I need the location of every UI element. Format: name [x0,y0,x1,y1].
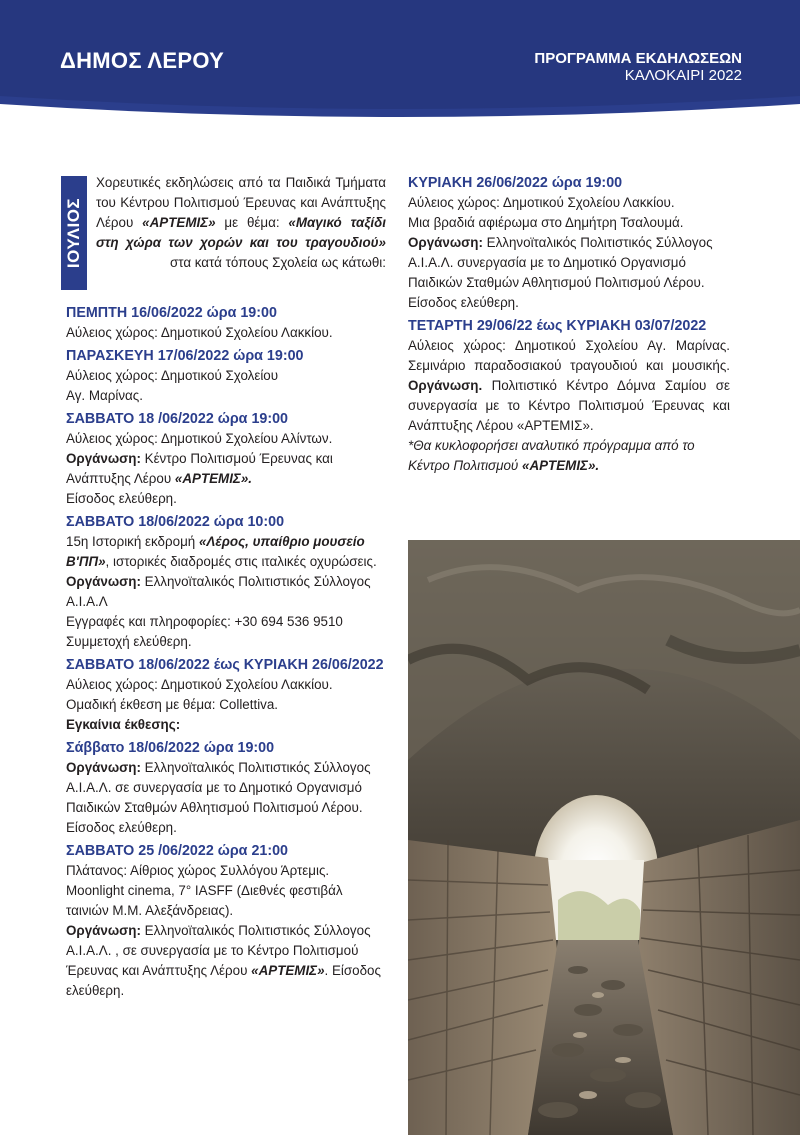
tunnel-image [408,540,800,1135]
event-location: Αγ. Μαρίνας. [66,388,143,403]
event-entry: Είσοδος ελεύθερη. [66,820,177,835]
tunnel-photo [408,540,800,1135]
events-left-column [66,303,388,1004]
event-item [66,346,388,406]
intro-text: Χορευτικές εκδηλώσεις από τα Παιδικά Τμήματα του Κέντρου Πολιτισμού Έρευνας και Ανάπτυξης Λέρου [96,175,386,230]
intro-text: με θέμα: [215,215,289,230]
organization-label: Οργάνωση: [66,923,141,938]
event-title: ΚΥΡΙΑΚΗ 26/06/2022 ώρα 19:00 [408,175,623,191]
organizer-text: Πολιτιστικό Κέντρο Δόμνα Σαμίου σε συνεργασία με το Κέντρο Πολιτισμού Έρευνας και Ανάπτυξης Λέρου «ΑΡΤΕΜΙΣ». [408,378,730,433]
event-note [408,436,730,476]
event-organizer [66,758,388,818]
organizer-text: Ελληνοϊταλικός Πολιτιστικός Σύλλογος Α.Ι.Α.Λ. , σε συνεργασία με το Κέντρο Πολιτισμού Έρευνας και Ανάπτυξης Λέρου [66,923,371,978]
event-organizer [66,921,388,1001]
event-title: ΣΑΒΒΑΤΟ 18 /06/2022 ώρα 19:00 [66,411,289,427]
event-item [408,316,730,476]
month-label: ΙΟΥΛΙΟΣ [64,197,83,269]
organization-label: Οργάνωση: [408,235,483,250]
event-item [66,738,388,838]
organizer-text: Κέντρο Πολιτισμού Έρευνας και Ανάπτυξης Λέρου [66,451,333,486]
event-organizer [408,233,730,313]
event-location: Αύλειος χώρος: Δημοτικού Σχολείου Λακκίου. [66,677,333,692]
events-right-column [408,173,730,479]
program-title-main: ΠΡΟΓΡΑΜΜΑ ΕΚΔΗΛΩΣΕΩΝ [534,50,742,67]
organizer-name: «ΑΡΤΕΜΙΣ». [174,471,252,486]
event-description [66,532,388,572]
month-tab [61,176,87,290]
event-item [66,409,388,509]
event-organizer [66,572,388,612]
description-text: , ιστορικές διαδρομές στις ιταλικές οχυρώσεις. [105,554,377,569]
event-item [66,655,388,735]
event-title: ΣΑΒΒΑΤΟ 25 /06/2022 ώρα 21:00 [66,843,289,859]
event-opening-label: Εγκαίνια έκθεσης: [66,717,181,732]
organizer-text: Ελληνοϊταλικός Πολιτιστικός Σύλλογος Α.Ι.Α.Λ [66,574,371,609]
intro-text: στα κατά τόπους Σχολεία ως κάτωθι: [169,255,386,270]
event-description: Μια βραδιά αφιέρωμα στο Δημήτρη Τσαλουμά. [408,215,684,230]
event-contact: Εγγραφές και πληροφορίες: +30 694 536 9510 [66,614,343,629]
event-item [66,841,388,1001]
intro-theme: «Μαγικό ταξίδι στη χώρα των χορών και του τραγουδιού» [96,215,386,250]
organization-label: Οργάνωση. [408,378,483,393]
note-org-name: «ΑΡΤΕΜΙΣ». [522,458,600,473]
event-title: ΣΑΒΒΑΤΟ 18/06/2022 ώρα 10:00 [66,514,285,530]
event-item [408,173,730,313]
note-text: *Θα κυκλοφορήσει αναλυτικό πρόγραμμα από το Κέντρο Πολιτισμού [408,438,695,473]
event-item [66,303,388,343]
event-title: ΠΕΜΠΤΗ 16/06/2022 ώρα 19:00 [66,305,277,321]
excursion-name: «Λέρος, υπαίθριο μουσείο Β'ΠΠ» [66,534,365,569]
program-title [534,50,742,84]
intro-org-name: «ΑΡΤΕΜΙΣ» [142,215,216,230]
event-entry: Συμμετοχή ελεύθερη. [66,634,192,649]
event-title: ΣΑΒΒΑΤΟ 18/06/2022 έως ΚΥΡΙΑΚΗ 26/06/2022 [66,657,384,673]
organizer-name: «ΑΡΤΕΜΙΣ» [251,963,325,978]
event-location: Αύλειος χώρος: Δημοτικού Σχολείου [66,368,279,383]
event-title: Σάββατο 18/06/2022 ώρα 19:00 [66,740,275,756]
organization-label: Οργάνωση: [66,760,141,775]
event-location: Αύλειος χώρος: Δημοτικού Σχολείου Λακκίου. [408,195,675,210]
page-header [0,0,800,118]
event-entry: . Είσοδος ελεύθερη. [66,963,381,998]
description-text: Αύλειος χώρος: Δημοτικού Σχολείου Αγ. Μαρίνας. Σεμινάριο παραδοσιακού τραγουδιού και μουσικής. [408,338,730,373]
event-item [66,512,388,652]
event-entry: Είσοδος ελεύθερη. [66,491,177,506]
event-description [408,336,730,436]
organization-label: Οργάνωση: [66,574,141,589]
municipality-title: ΔΗΜΟΣ ΛΕΡΟΥ [60,48,225,73]
event-location: Αύλειος χώρος: Δημοτικού Σχολείου Αλίντων. [66,431,333,446]
event-title: ΤΕΤΑΡΤΗ 29/06/22 έως ΚΥΡΙΑΚΗ 03/07/2022 [408,318,707,334]
description-text: 15η Ιστορική εκδρομή [66,534,199,549]
organizer-text: Ελληνοϊταλικός Πολιτιστικός Σύλλογος Α.Ι.Α.Λ. σε συνεργασία με το Δημοτικό Οργανισμό Παιδικών Σταθμών Αθλητισμού Πολιτισμού Λέρου. [66,760,371,815]
organization-label: Οργάνωση: [66,451,141,466]
event-description: Πλάτανος: Αίθριος χώρος Συλλόγου Άρτεμις. Moonlight cinema, 7° IASFF (Διεθνές φεστιβάλ ταινιών Μ.Μ. Αλεξάνδρειας). [66,863,343,918]
event-organizer [66,449,388,489]
event-location: Αύλειος χώρος: Δημοτικού Σχολείου Λακκίου. [66,325,333,340]
intro-paragraph [96,173,386,273]
organizer-text: Ελληνοϊταλικός Πολιτιστικός Σύλλογος Α.Ι.Α.Λ. συνεργασία με το Δημοτικό Οργανισμό Παιδικών Σταθμών Αθλητισμού Πολιτισμού Λέρου. Είσοδος ελεύθερη. [408,235,713,310]
event-title: ΠΑΡΑΣΚΕΥΗ 17/06/2022 ώρα 19:00 [66,348,304,364]
program-season: ΚΑΛΟΚΑΙΡΙ 2022 [624,67,742,84]
event-description: Ομαδική έκθεση με θέμα: Collettiva. [66,697,279,712]
